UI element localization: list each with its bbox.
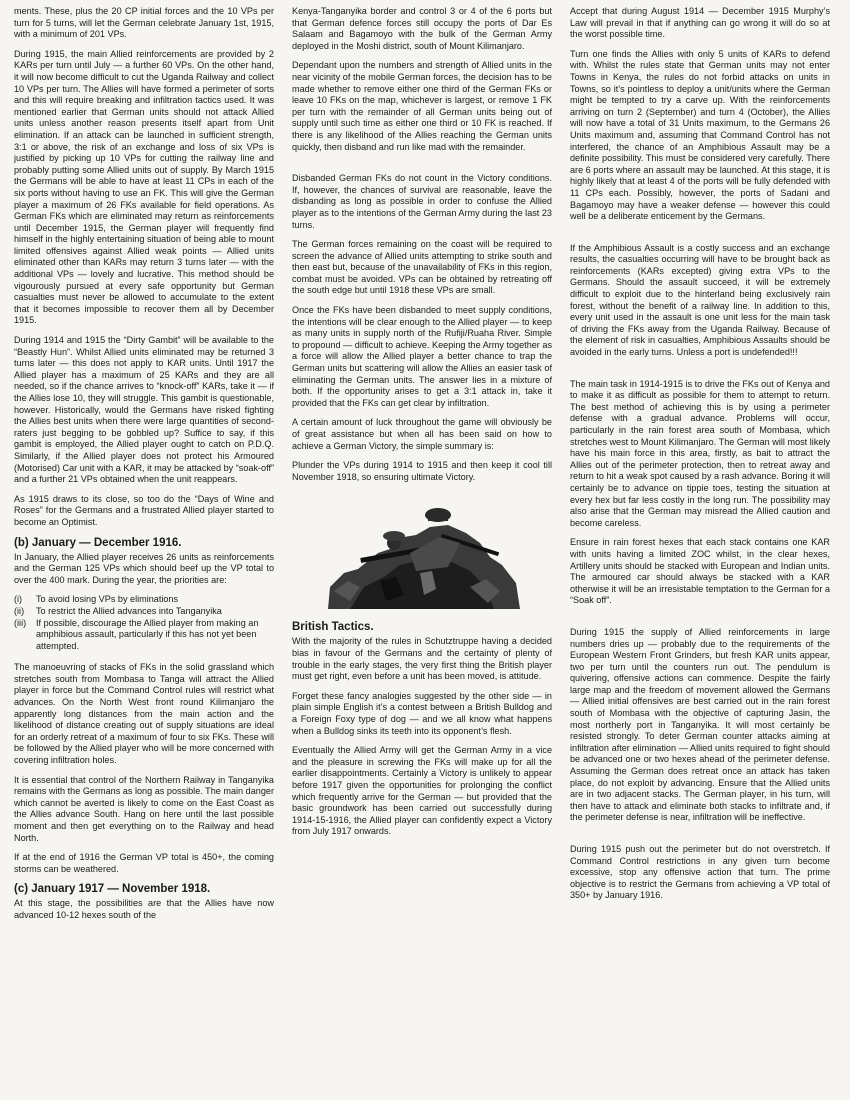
spacer [570, 231, 830, 243]
paragraph: Kenya-Tanganyika border and control 3 or 4 of the 6 ports but that German defence forces still occupy the ports of Dar Es Salaam and Bagamoyo with the bulk of the German Army deployed in the Moshi district, south of Mount Kilimanjaro. [292, 6, 552, 51]
paragraph: During 1915, the main Allied reinforcements are provided by 2 KARs per turn until July — a further 60 VPs. On the other hand, it will now become difficult to cut the Uganda Railway and collect 10 VPs per turn. The Allies will have formed a perimeter of sorts and this will require breaking and infiltration tactics used. It was mentioned earlier that German units should not attack Allied units unless another reason presents itself apart from Unit elimination. If an attack can be launched in sufficient strength, 3:1 or above, the risk of an exchange and loss of six VPs is justified by picking up 10 VPs for cutting the railway line and probably putting some Allied units out of supply. By March 1915 the Germans will be able to have at least 11 CPs in each of the six ports without having to use an FK. This will give the German player a maximum of 26 FKs available for field operations. As German FKs which are eliminated may return as reinforcements until December 1915, the German player will frequently find himself in the highly entertaining situation of being able to mount limited offensives against Allied weak points — Allied units eliminated other than KARs may return 3 turns later — with the additional VPs — lovely and lucrative. This method should be vigourously pursued at every safe opportunity but German casualties must never be allowed to accumulate to the extent that it becomes impossible to recover them all by December 1915. [14, 48, 274, 326]
paragraph: As 1915 draws to its close, so too do the “Days of Wine and Roses” for the Germans and a frustrated Allied player started to become an Optimist. [14, 493, 274, 527]
list-item-number: (iii) [14, 617, 27, 628]
spacer [570, 367, 830, 379]
list-item-text: If possible, discourage the Allied player from making an amphibious assault, particularly if this has not yet been attempted. [36, 617, 259, 651]
list-item [14, 606, 274, 618]
paragraph: During 1915 push out the perimeter but do not overstretch. If Command Control restrictions in any given turn become excessive, stop any offensive action that turn. The prime objective is to restrict the Germans from achieving a VP total of 350+ by January 1916. [570, 844, 830, 901]
paragraph: At this stage, the possibilities are that the Allies have now advanced 10-12 hexes south of the [14, 898, 274, 920]
paragraph: If the Amphibious Assault is a costly success and an exchange results, the casualties occurring will have to be brought back as reinforcements (KARs excepted) giving extra VPs to the Germans. Should the assault succeed, it will be extremely difficult to exploit due to the hinterland being exclusively rain forest, without the benefit of a railway line. In addition to this, every unit used in the assault is one unit less for the main task of driving the FKs away from the Uganda Railway. Because of the element of risk in casualties, Amphibious Assaults should be avoided in the early turns. Unless a port is undefended!!! [570, 242, 830, 358]
paragraph: A certain amount of luck throughout the game will obviously be of great assistance but when all has been said on how to achieve a German Victory, the simple summary is: [292, 417, 552, 451]
paragraph: Eventually the Allied Army will get the German Army in a vice and the pleasure in screwing the FKs will make up for all the earlier disappointments. Certainly a Victory is unlikely to appear before 1917 given the opportunities for prolonging the conflict which frequently arrive for the German — but provided that the basic groundwork has been carried out successfully during 1914-15-1916, the Allied player can confidently expect a Victory from July 1917 onwards. [292, 745, 552, 837]
paragraph: Turn one finds the Allies with only 5 units of KARs to defend with. Whilst the rules state that German units may not enter Towns in Kenya, the rules do not forbid attacks on units in Towns, so it’s pointless to deploy a unit/units where the German might be tempted to try a carve up. With the reinforcements arriving on turn 2 (September) and turn 4 (October), the Allies will now have a total of 31 Units maximum, to the Germans 26 Units maximum and, assuming that Command Control has not interfered, the chance of an Amphibious Assault may be a definite possibility. This must be considered very carefully. There are 6 ports where an assault may be launched. At this stage, it is highly likely that at least 4 of the ports will be fully defended with 11 CPs each. Possibly, however, the ports of Sadani and Bagamoyo may have a weaker defense — however this could well be a deliberate enticement by the Germans. [570, 48, 830, 222]
section-heading: (b) January — December 1916. [14, 536, 182, 549]
paragraph: ments. These, plus the 20 CP initial forces and the 10 VPs per turn for 5 turns, will let the German celebrate January 1st, 1915, with a minimum of 201 VPs. [14, 6, 274, 40]
list-item [14, 594, 274, 606]
section-heading: British Tactics. [292, 621, 374, 634]
spacer [570, 615, 830, 627]
paragraph: In January, the Allied player receives 26 units as reinforcements and the German 125 VPs which should beef up the VP total to over the 400 mark. During the year, the priorities are: [14, 551, 274, 585]
paragraph: Once the FKs have been disbanded to meet supply conditions, the intentions will be clear enough to the Allied player — to keep as many units in supply north of the Rufiji/Ruaha River. Simple to propound — difficult to achieve. Keeping the Army together as a force will allow the Allied player a better chance to trap the German units but scattering will allow the Allies an easier task of eliminating the German units. The answer lies in a mixture of both. If the opportunity arises to get a 3:1 attack in, take it provided that the FKs can get clear by infiltration. [292, 305, 552, 408]
list-item-number: (ii) [14, 605, 25, 616]
column-3 [570, 6, 830, 1100]
paragraph: The manoeuvring of stacks of FKs in the solid grassland which stretches south from Mombasa to Tanga will attract the Allied player in force but the Command Control rules will restrict what advances. On the North West front round Kilimanjaro the apparently long distances from the main action and the likelihood of distance creating out of supply situations are ideal for an orderly retreat of a maximum of four to six FKs. These will be followed by the Allied player who will be more concerned with covering infiltration holes. [14, 662, 274, 766]
column-1 [14, 6, 274, 1100]
machine-gun-crew-photo [320, 491, 525, 611]
paragraph: Accept that during August 1914 — December 1915 Murphy’s Law will prevail in that if anything can go wrong it will do so at the worst possible time. [570, 6, 830, 40]
list-item-text: To avoid losing VPs by eliminations [36, 594, 179, 605]
paragraph: During 1914 and 1915 the “Dirty Gambit” will be available to the “Beastly Hun”. Whilst Allied units eliminated may be returned 3 turns later — this does not apply to KAR units. Until 1917 the Allied player has a maximum of 25 KARs and they are all needed, so if the chance arrives to “knock-off” KARs, take it — if the Allies lose 10, they will struggle. This gambit is questionable, however. Historically, would the Germans have risked fighting the Allies best units when there were large quantities of second-raters just begging to be gobbled up? Suffice to say, if this gambit is employed, the Allied player ought to catch on P.D.Q. Similarly, if the Allied player does not protect his Armoured (Motorised) Car unit with a KAR, it may be attacked by “soak-off” and a further 21 VPs obtained when the unit reappears. [14, 335, 274, 485]
paragraph: During 1915 the supply of Allied reinforcements in large numbers dries up — probably due to the requirements of the European Western Front Grinders, but fresh KAR units appear, two per turn until the counters run out. The pendulum is quivering, offensive actions can commence. Despite the fairly large map and the freedom of movement allowed the Germans — Allied initial offensives are best carried out in the rain forest south of Mombasa with the objective of capturing Jasin, the most northerly port in Tanganyika. It will most certainly be resisted strongly. To deter German counter attacks aiming at infiltration after elimination — Allied units required to fight should be advanced one or two hexes ahead of the perimeter defense. Assuming the German does retreat once an attack has taken place, do not exploit by advancing. Ensure that the Allied units are in two adjacent stacks. The German player, in his turn, will then have to attack and eliminate both stacks to infiltrate and, if the perimeter defense is near, infiltration will be ineffective. [570, 626, 830, 823]
paragraph: Dependant upon the numbers and strength of Allied units in the near vicinity of the mobile German forces, the decision has to be made whether to remove either one third of the German FKs or leave 10 FKs on the map, whichever is largest, or remove 1 FK per turn with the remainder of all German units being out of supply until such time as either one third or 10 FK is reached. If there is any likelihood of the Allies reaching the German units quickly, then disband and run like mad with the remainder. [292, 60, 552, 152]
spacer [570, 832, 830, 844]
priority-list [14, 594, 274, 652]
paragraph: The German forces remaining on the coast will be required to screen the advance of Allied units attempting to strike south and then east but, because of the unavailability of FKs in this region, combat must be avoided. VPs can be obtained by retreating off the south edge but until 1918 these VPs are small. [292, 239, 552, 296]
paragraph: Ensure in rain forest hexes that each stack contains one KAR with units having a limited ZOC whilst, in the clear hexes, Artillery units should be stacked with European and Indian units. The armoured car should always be stacked with a KAR otherwise it will be an irresistable temptation to the German for a “Soak off”. [570, 537, 830, 606]
paragraph: Disbanded German FKs do not count in the Victory conditions. If, however, the chances of survival are reasonable, leave the disbanding as long as possible in order to confuse the Allied player as to the intentions of the German Army during the last 23 turns. [292, 173, 552, 230]
spacer [292, 161, 552, 173]
paragraph: If at the end of 1916 the German VP total is 450+, the coming storms can be weathered. [14, 852, 274, 874]
list-item-number: (i) [14, 594, 23, 605]
paragraph: Forget these fancy analogies suggested by the other side — in plain simple English it’s a contest between a British Bulldog and a Foreign Foxy type of dog — and we all know what happens when a Bulldog sinks its teeth into its opponent’s flesh. [292, 690, 552, 736]
paragraph: It is essential that control of the Northern Railway in Tanganyika remains with the Germans as long as possible. The main danger which cannot be averted is likely to come on the East Coast as the Allies advance South. Hang on here until the last possible moment and then get everything on to the Railway and head North. [14, 774, 274, 843]
paragraph: With the majority of the rules in Schutztruppe having a decided bias in favour of the Germans and the certainty of plenty of trouble in the early stages, the very first thing the British player must get right, even before a unit has been moved, is attitude. [292, 636, 552, 682]
section-heading: (c) January 1917 — November 1918. [14, 883, 211, 896]
list-item-text: To restrict the Allied advances into Tanganyika [36, 605, 222, 616]
column-2 [292, 6, 552, 1100]
list-item [14, 618, 274, 653]
paragraph: Plunder the VPs during 1914 to 1915 and then keep it cool till November 1918, so ensuring ultimate Victory. [292, 460, 552, 482]
paragraph: The main task in 1914-1915 is to drive the FKs out of Kenya and to make it as difficult as possible for them to attempt to return. The best method of achieving this is by using a perimeter defense with a gradual advance. Problems will occur, particularly in the rain forest area south of Mombasa, which stretches west to Mount Kilimanjaro. The German will most likely have his main force in this area, firstly, as bait to attract the Allies out of the perimeter protection, then to retreat away and return to hit a weak spot caused by a rash advance. Boring it will certainly be to advance on tippie toes, testing the situation at every hex but far less costly in the long run. The possibility may also arise that the German may misread the Allied caution and become careless. [570, 378, 830, 528]
